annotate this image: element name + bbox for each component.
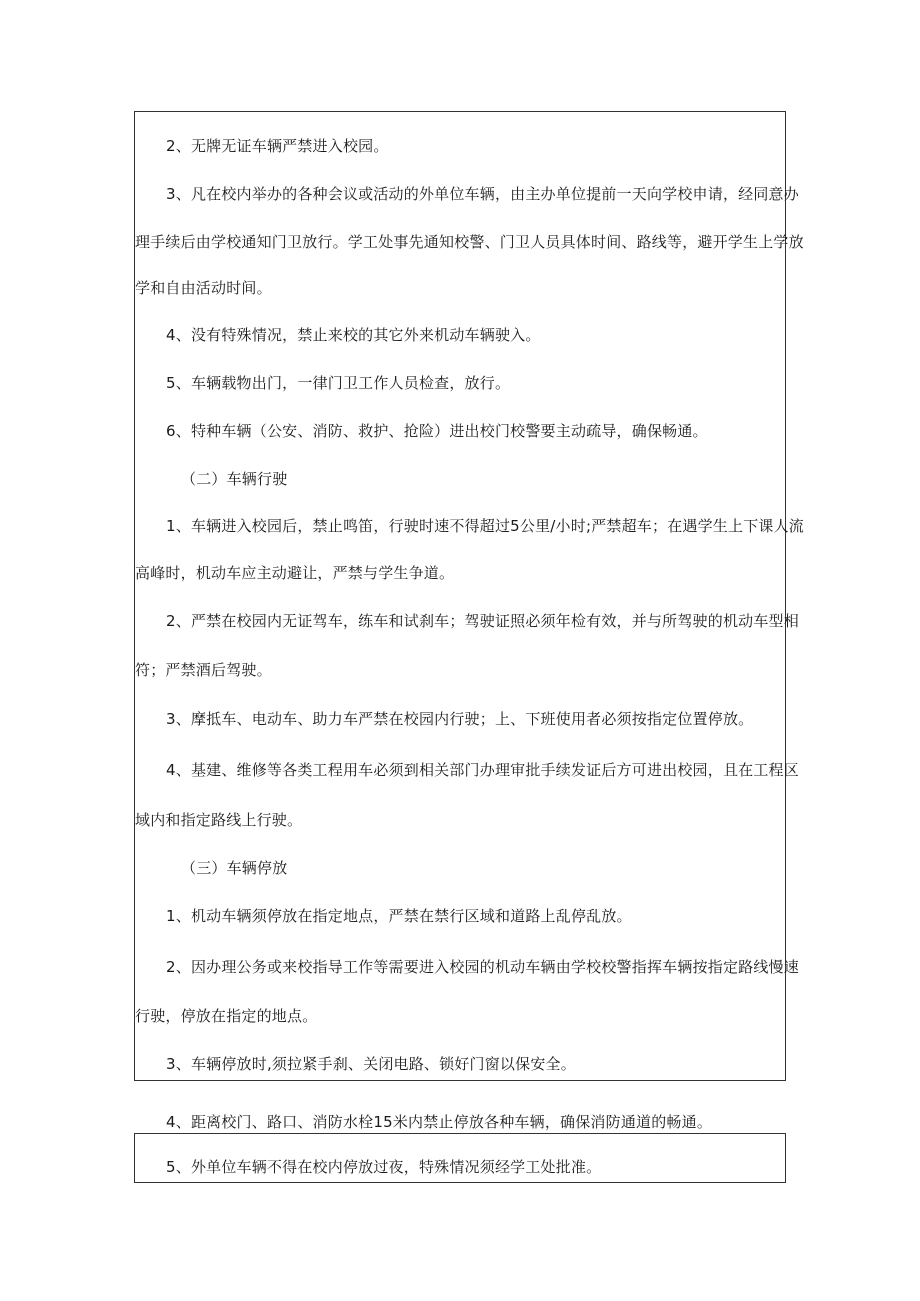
section-heading-driving: （二）车辆行驶 <box>181 470 288 488</box>
item-license-line1: 2、严禁在校园内无证驾车，练车和试刹车；驾驶证照必须年检有效，并与所驾驶的机动车型相 <box>166 612 799 630</box>
item-driving-speed-line1: 1、车辆进入校园后，禁止鸣笛，行驶时速不得超过5公里/小时;严禁超车；在遇学生上下课人流 <box>166 517 804 535</box>
item-external-vehicles-line2: 理手续后由学校通知门卫放行。学工处事先通知校警、门卫人员具体时间、路线等，避开学生上学放 <box>135 233 804 251</box>
item-fire-hydrant-distance: 4、距离校门、路口、消防水栓15米内禁止停放各种车辆，确保消防通道的畅通。 <box>166 1113 713 1131</box>
regulation-table-cell <box>134 111 786 1081</box>
item-construction-line2: 域内和指定路线上行驶。 <box>135 811 303 829</box>
item-designated-parking: 1、机动车辆须停放在指定地点，严禁在禁行区域和道路上乱停乱放。 <box>166 907 632 925</box>
item-parking-safety: 3、车辆停放时,须拉紧手刹、关闭电路、锁好门窗以保安全。 <box>166 1055 576 1073</box>
item-no-plate-vehicles: 2、无牌无证车辆严禁进入校园。 <box>166 137 389 155</box>
item-special-vehicles: 6、特种车辆（公安、消防、救护、抢险）进出校门校警要主动疏导，确保畅通。 <box>166 422 708 440</box>
item-overnight-parking: 5、外单位车辆不得在校内停放过夜，特殊情况须经学工处批准。 <box>166 1158 602 1176</box>
item-official-visits-line1: 2、因办理公务或来校指导工作等需要进入校园的机动车辆由学校校警指挥车辆按指定路线慢速 <box>166 958 799 976</box>
section-heading-parking: （三）车辆停放 <box>181 859 288 877</box>
item-official-visits-line2: 行驶，停放在指定的地点。 <box>135 1007 318 1025</box>
item-license-line2: 符；严禁酒后驾驶。 <box>135 661 272 679</box>
item-cargo-check: 5、车辆载物出门，一律门卫工作人员检查，放行。 <box>166 374 511 392</box>
item-no-entry: 4、没有特殊情况，禁止来校的其它外来机动车辆驶入。 <box>166 326 541 344</box>
item-construction-line1: 4、基建、维修等各类工程用车必须到相关部门办理审批手续发证后方可进出校园，且在工程区 <box>166 761 799 779</box>
item-motorcycles: 3、摩抵车、电动车、助力车严禁在校园内行驶；上、下班使用者必须按指定位置停放。 <box>166 710 754 728</box>
item-external-vehicles-line1: 3、凡在校内举办的各种会议或活动的外单位车辆，由主办单位提前一天向学校申请，经同意办 <box>166 185 799 203</box>
item-external-vehicles-line3: 学和自由活动时间。 <box>135 279 272 297</box>
item-driving-speed-line2: 高峰时，机动车应主动避让，严禁与学生争道。 <box>135 564 455 582</box>
